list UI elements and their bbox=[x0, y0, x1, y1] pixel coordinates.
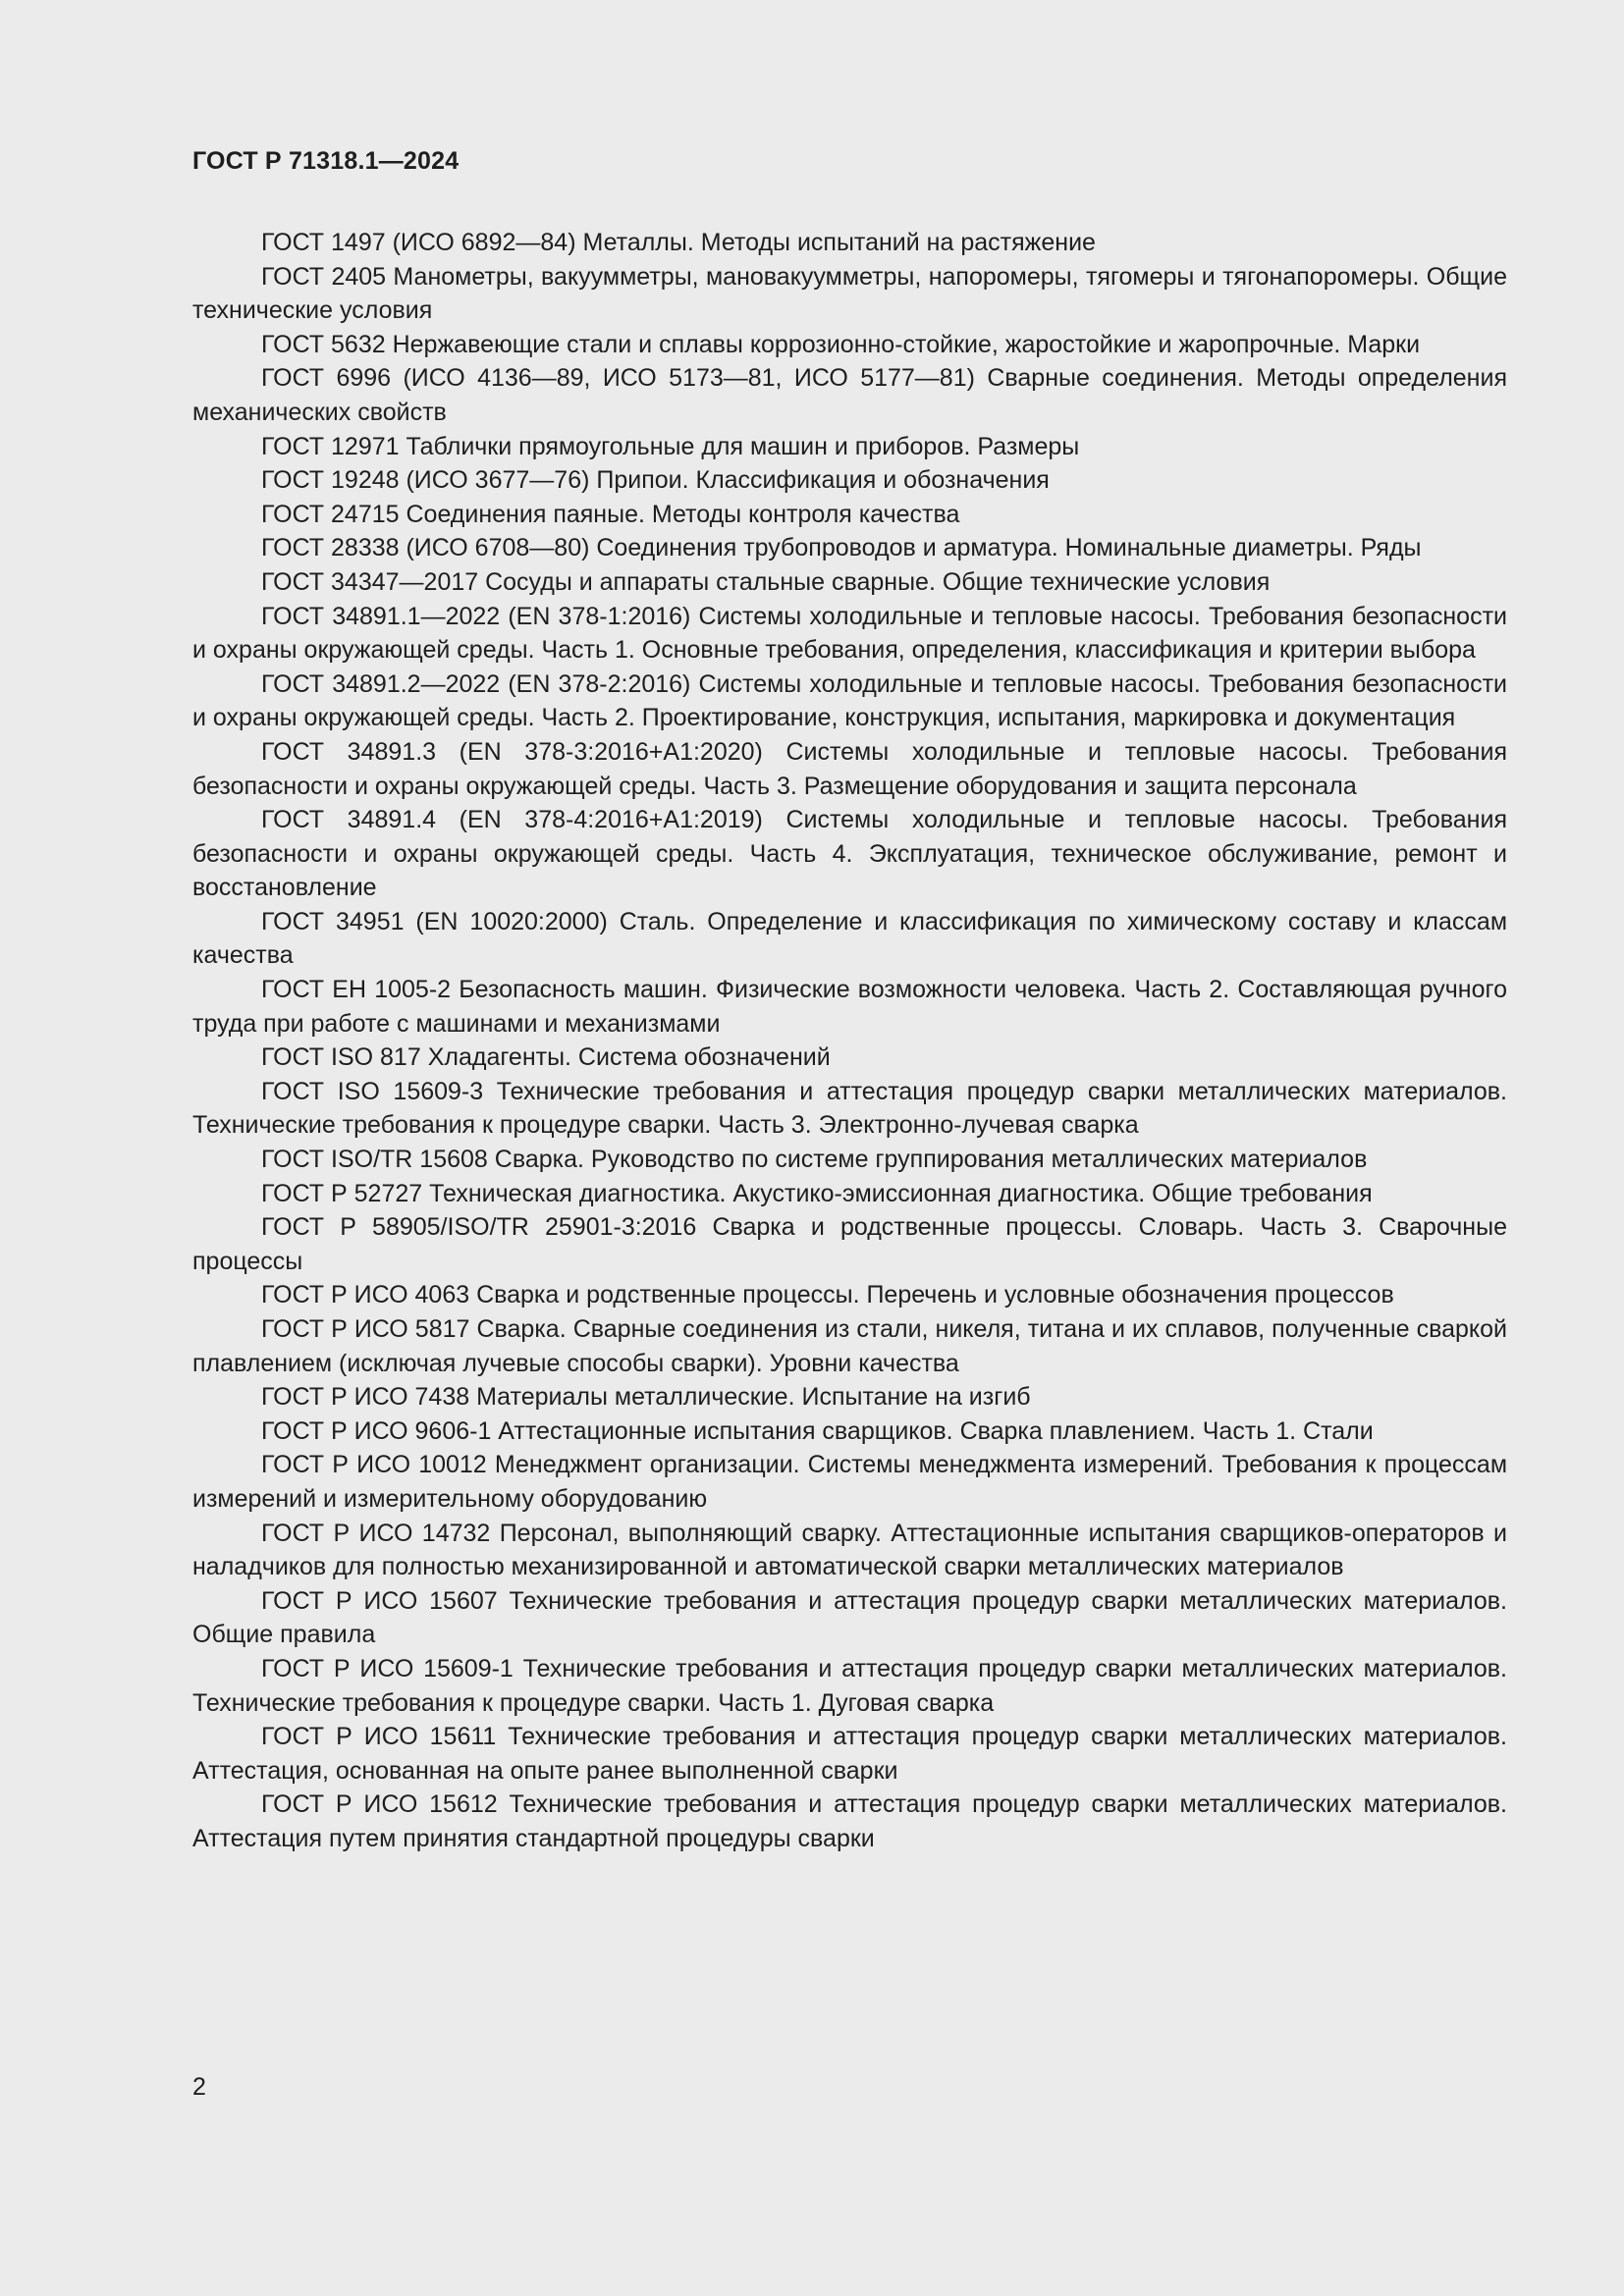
reference-item: ГОСТ 1497 (ИСО 6892—84) Металлы. Методы испытаний на растяжение bbox=[261, 229, 1096, 256]
reference-item: ГОСТ 24715 Соединения паяные. Методы контроля качества bbox=[261, 500, 960, 528]
reference-item: ГОСТ 34891.2—2022 (EN 378-2:2016) Системы холодильные и тепловые насосы. Требования безопасности и охраны окружающей среды. Часть 2. Проектирование, конструкция, испытания, маркировка и документация bbox=[192, 669, 1507, 732]
reference-item: ГОСТ 34891.4 (EN 378-4:2016+A1:2019) Системы холодильные и тепловые насосы. Требования безопасности и охраны окружающей среды. Часть 4. Эксплуатация, техническое обслуживание, ремонт и восстановление bbox=[192, 806, 1507, 902]
reference-item: ГОСТ 34951 (EN 10020:2000) Сталь. Определение и классификация по химическому составу и классам качества bbox=[192, 907, 1507, 970]
reference-item: ГОСТ 19248 (ИСО 3677—76) Припои. Классификация и обозначения bbox=[261, 466, 1050, 495]
page-number: 2 bbox=[192, 2073, 206, 2101]
reference-item: ГОСТ Р 58905/ISO/TR 25901-3:2016 Сварка и родственные процессы. Словарь. Часть 3. Сварочные процессы bbox=[192, 1213, 1507, 1275]
reference-item: ГОСТ ISO 817 Хладагенты. Система обозначений bbox=[261, 1043, 831, 1072]
reference-item: ГОСТ 2405 Манометры, вакуумметры, мановакуумметры, напоромеры, тягомеры и тягонапоромеры. Общие технические условия bbox=[192, 262, 1507, 325]
reference-item: ГОСТ 12971 Таблички прямоугольные для машин и приборов. Размеры bbox=[261, 432, 1080, 460]
reference-item: ГОСТ 6996 (ИСО 4136—89, ИСО 5173—81, ИСО 5177—81) Сварные соединения. Методы определения механических свойств bbox=[192, 364, 1507, 426]
reference-item: ГОСТ 34347—2017 Сосуды и аппараты стальные сварные. Общие технические условия bbox=[261, 567, 1271, 596]
document-header: ГОСТ Р 71318.1—2024 bbox=[192, 147, 460, 175]
reference-item: ГОСТ Р ИСО 7438 Материалы металлические. Испытание на изгиб bbox=[261, 1383, 1031, 1412]
reference-item: ГОСТ 5632 Нержавеющие стали и сплавы коррозионно-стойкие, жаростойкие и жаропрочные. Марки bbox=[261, 330, 1421, 358]
reference-item: ГОСТ ISO/TR 15608 Сварка. Руководство по системе группирования металлических материалов bbox=[261, 1146, 1368, 1174]
reference-item: ГОСТ Р ИСО 15607 Технические требования и аттестация процедур сварки металлических материалов. Общие правила bbox=[192, 1586, 1507, 1649]
reference-item: ГОСТ 34891.3 (EN 378-3:2016+A1:2020) Системы холодильные и тепловые насосы. Требования безопасности и охраны окружающей среды. Часть 3. Размещение оборудования и защита персонала bbox=[192, 737, 1507, 800]
reference-item: ГОСТ Р ИСО 15609-1 Технические требования и аттестация процедур сварки металлических материалов. Технические требования к процедуре сварки. Часть 1. Дуговая сварка bbox=[192, 1654, 1507, 1717]
reference-item: ГОСТ Р ИСО 15612 Технические требования и аттестация процедур сварки металлических материалов. Аттестация путем принятия стандартной процедуры сварки bbox=[192, 1790, 1507, 1852]
reference-item: ГОСТ Р 52727 Техническая диагностика. Акустико-эмиссионная диагностика. Общие требования bbox=[261, 1179, 1373, 1207]
reference-item: ГОСТ Р ИСО 15611 Технические требования и аттестация процедур сварки металлических материалов. Аттестация, основанная на опыте ранее выполненной сварки bbox=[192, 1723, 1507, 1785]
reference-item: ГОСТ ISO 15609-3 Технические требования и аттестация процедур сварки металлических материалов. Технические требования к процедуре сварки. Часть 3. Электронно-лучевая сварка bbox=[192, 1077, 1507, 1140]
reference-item: ГОСТ Р ИСО 10012 Менеджмент организации. Системы менеджмента измерений. Требования к процессам измерений и измерительному оборудованию bbox=[192, 1451, 1507, 1513]
reference-item: ГОСТ Р ИСО 9606-1 Аттестационные испытания сварщиков. Сварка плавлением. Часть 1. Стали bbox=[261, 1416, 1374, 1445]
normative-references-list bbox=[192, 226, 1507, 1856]
reference-item: ГОСТ 28338 (ИСО 6708—80) Соединения трубопроводов и арматура. Номинальные диаметры. Ряды bbox=[261, 534, 1422, 562]
reference-item: ГОСТ Р ИСО 4063 Сварка и родственные процессы. Перечень и условные обозначения процессов bbox=[261, 1281, 1394, 1309]
reference-item: ГОСТ 34891.1—2022 (EN 378-1:2016) Системы холодильные и тепловые насосы. Требования безопасности и охраны окружающей среды. Часть 1. Основные требования, определения, классификация и критерии выбора bbox=[192, 602, 1507, 665]
reference-item: ГОСТ ЕН 1005-2 Безопасность машин. Физические возможности человека. Часть 2. Составляющая ручного труда при работе с машинами и механизмами bbox=[192, 976, 1507, 1038]
reference-item: ГОСТ Р ИСО 14732 Персонал, выполняющий сварку. Аттестационные испытания сварщиков-операторов и наладчиков для полностью механизированной и автоматической сварки металлических материалов bbox=[192, 1519, 1507, 1581]
reference-item: ГОСТ Р ИСО 5817 Сварка. Сварные соединения из стали, никеля, титана и их сплавов, полученные сваркой плавлением (исключая лучевые способы сварки). Уровни качества bbox=[192, 1315, 1507, 1377]
